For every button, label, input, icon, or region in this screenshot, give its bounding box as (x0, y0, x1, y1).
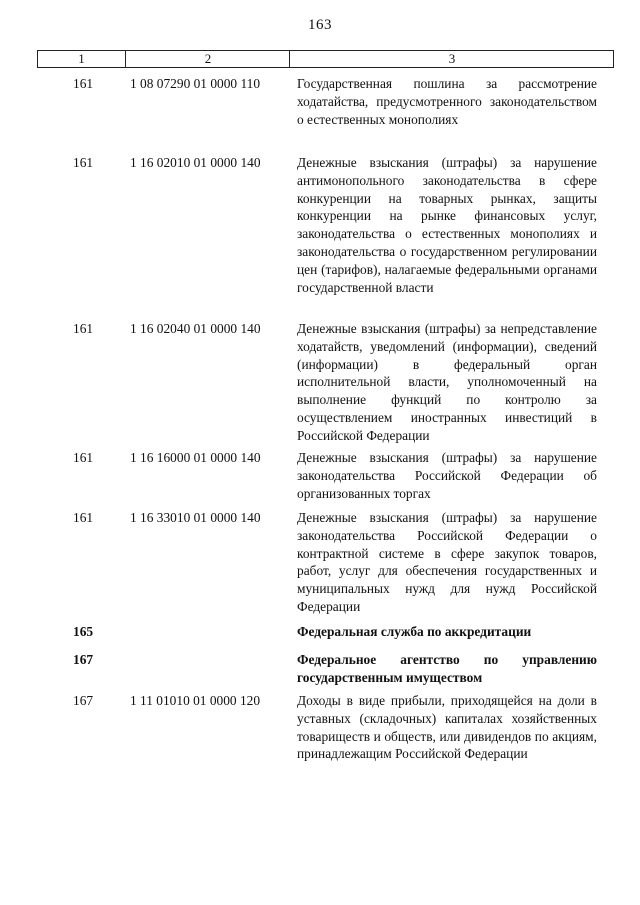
budget-code: 1 11 01010 01 0000 120 (130, 693, 261, 708)
income-description: Денежные взыскания (штрафы) за непредставление ходатайств, уведомлений (информации), сведений (информации) в федеральный орган исполнительной власти, уполномоченный на выполнение функций по контролю за осуществлением иностранных инвестиций в Российской Федерации (297, 321, 597, 443)
income-description: Денежные взыскания (штрафы) за нарушение антимонопольного законодательства в сфере конкуренции на товарных рынках, защиты конкуренции на рынке финансовых услуг, законодательства о естественных монополиях и законодательства о государственном регулировании цен (тарифов), налагаемые федеральными органами государственной власти (297, 155, 597, 295)
income-description: Доходы в виде прибыли, приходящейся на доли в уставных (складочных) капиталах хозяйственных товариществ и обществ, или дивидендов по акциям, принадлежащим Российской Федерации (297, 693, 597, 762)
budget-code: 1 16 02040 01 0000 140 (130, 321, 261, 336)
header-col-1: 1 (78, 51, 85, 66)
admin-code: 167 (73, 693, 94, 708)
section-title: Федеральное агентство по управлению государственным имуществом (297, 652, 597, 685)
admin-code: 161 (73, 510, 94, 525)
income-description: Денежные взыскания (штрафы) за нарушение законодательства Российской Федерации о контрактной системе в сфере закупок товаров, работ, услуг для обеспечения государственных и муниципальных нужд для нужд Российской Федерации (297, 510, 597, 614)
admin-code: 167 (73, 652, 94, 667)
admin-code: 165 (73, 624, 94, 639)
income-description: Денежные взыскания (штрафы) за нарушение законодательства Российской Федерации об организованных торгах (297, 450, 597, 501)
budget-code: 1 16 02010 01 0000 140 (130, 155, 261, 170)
admin-code: 161 (73, 155, 94, 170)
budget-code: 1 16 16000 01 0000 140 (130, 450, 261, 465)
header-col-2: 2 (125, 51, 290, 67)
admin-code: 161 (73, 76, 94, 91)
admin-code: 161 (73, 321, 94, 336)
section-title: Федеральная служба по аккредитации (297, 624, 532, 639)
page-number: 163 (308, 17, 332, 33)
table-header (37, 50, 614, 68)
budget-code: 1 08 07290 01 0000 110 (130, 76, 261, 91)
income-description: Государственная пошлина за рассмотрение ходатайства, предусмотренного законодательством о естественных монополиях (297, 76, 597, 127)
budget-code: 1 16 33010 01 0000 140 (130, 510, 261, 525)
admin-code: 161 (73, 450, 94, 465)
header-col-3: 3 (289, 51, 614, 67)
